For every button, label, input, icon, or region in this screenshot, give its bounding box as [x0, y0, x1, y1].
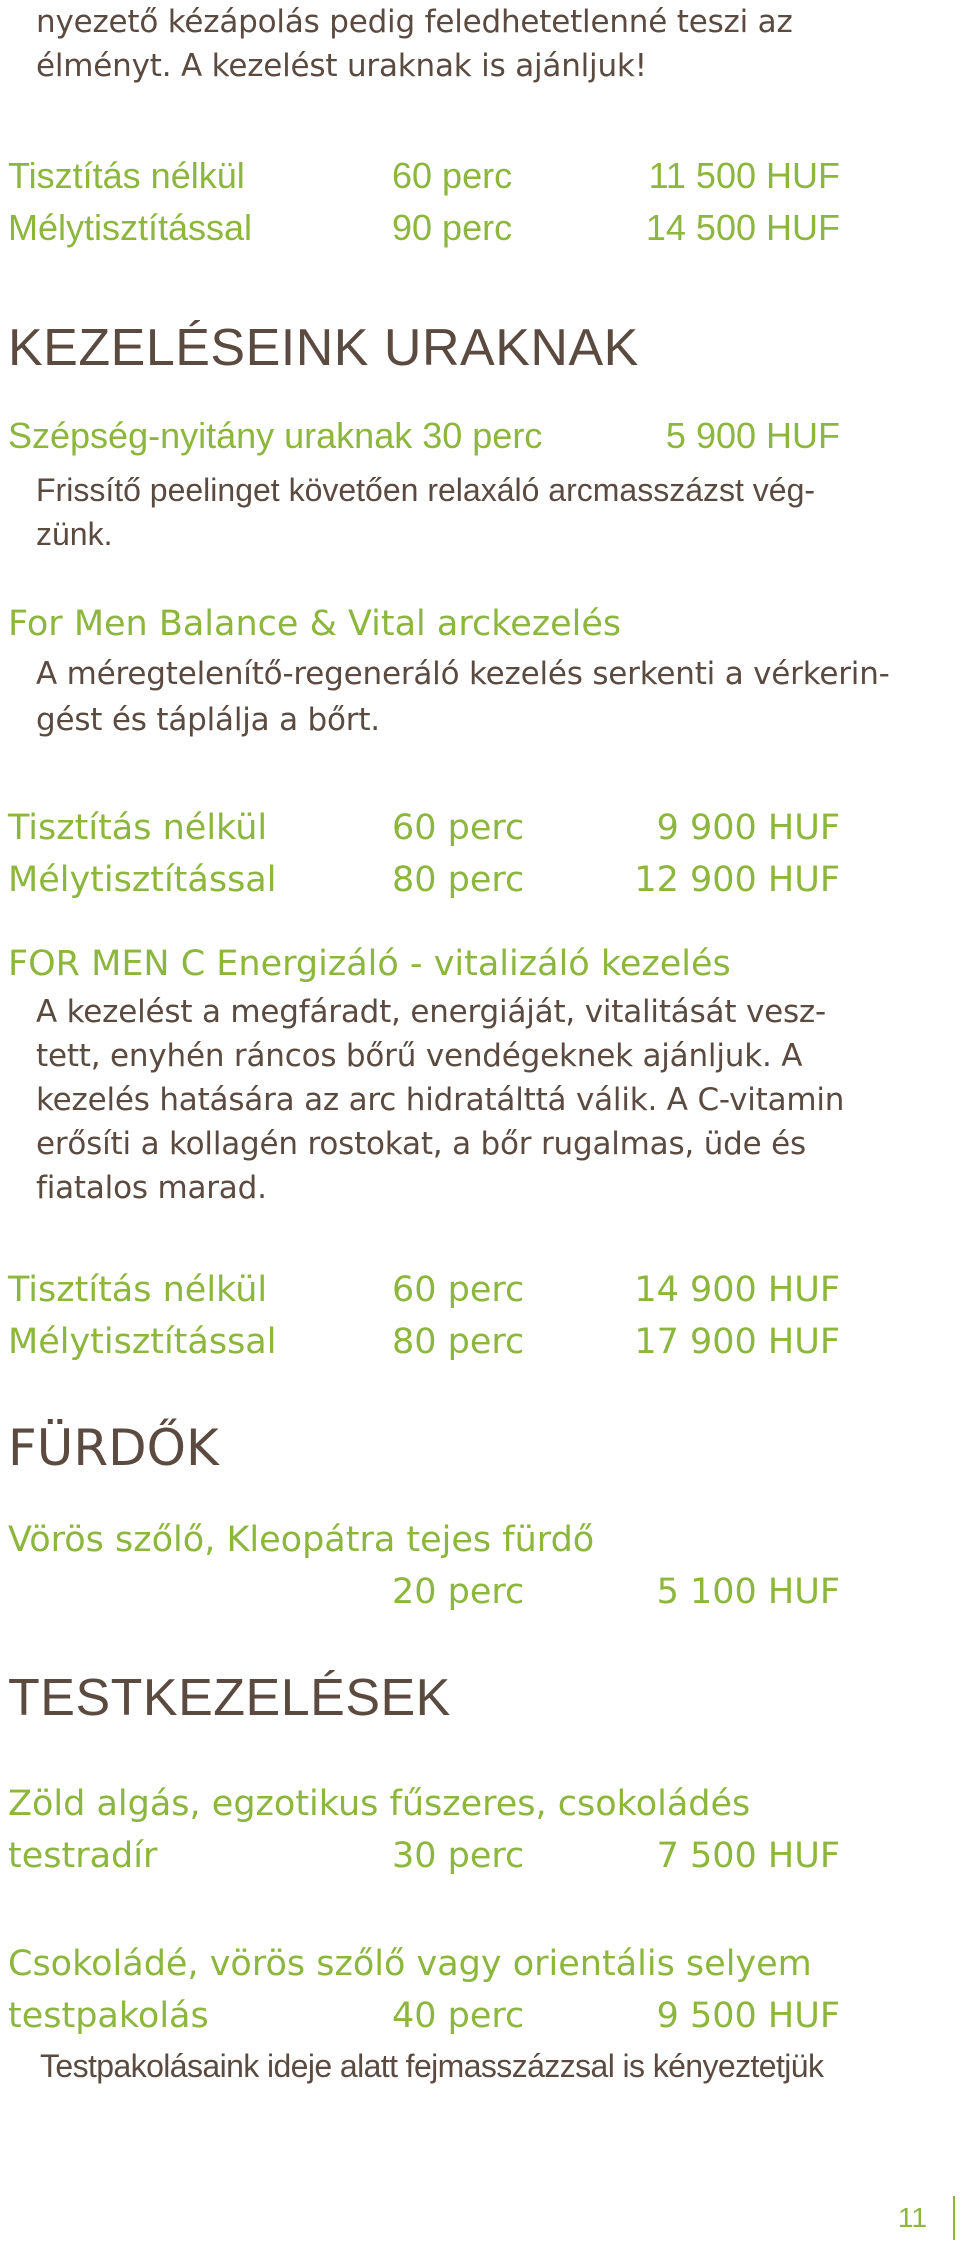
price-row: [8, 802, 840, 854]
price-row: [8, 1990, 840, 2042]
price-row: [8, 1830, 840, 1882]
price-duration: 80 perc: [392, 860, 525, 900]
treatment-desc: A méregtelenítő-regeneráló kezelés serkenti a vérkerin-: [36, 656, 890, 692]
price-value: 14 900 HUF: [634, 1270, 840, 1310]
price-row: [8, 150, 840, 202]
treatment-desc: Frissítő peelinget követően relaxáló arcmasszázst vég-: [36, 472, 816, 508]
price-duration: 80 perc: [392, 1322, 525, 1362]
price-value: 12 900 HUF: [634, 860, 840, 900]
price-duration: 30 perc: [392, 1836, 525, 1876]
price-value: 11 500 HUF: [648, 155, 840, 196]
treatment-desc: kezelés hatására az arc hidratálttá válik. A C-vitamin: [36, 1082, 845, 1118]
treatment-name: For Men Balance & Vital arckezelés: [8, 604, 622, 644]
section-title-bath: FÜRDŐK: [8, 1419, 219, 1477]
treatment-name: Vörös szőlő, Kleopátra tejes fürdő: [8, 1520, 595, 1560]
price-value: 5 900 HUF: [665, 415, 840, 456]
treatment-heading: [8, 410, 840, 462]
price-row: [8, 1316, 840, 1368]
price-row: [8, 1264, 840, 1316]
price-value: 9 500 HUF: [656, 1996, 840, 2036]
price-duration: 60 perc: [392, 808, 525, 848]
treatment-name: testradír: [8, 1836, 158, 1876]
price-row: [8, 202, 840, 254]
price-duration: 60 perc: [392, 1270, 525, 1310]
price-value: 9 900 HUF: [656, 808, 840, 848]
price-label: Mélytisztítással: [8, 207, 253, 248]
price-label: Mélytisztítással: [8, 860, 277, 900]
price-row: [8, 854, 840, 906]
treatment-note: Testpakolásaink ideje alatt fejmasszázzsal is kényeztetjük: [40, 2048, 824, 2084]
page-number-rule: [953, 2196, 955, 2240]
price-row: [8, 1566, 840, 1618]
price-label: Tisztítás nélkül: [8, 808, 268, 848]
treatment-name: Zöld algás, egzotikus fűszeres, csokoládés: [8, 1784, 751, 1824]
intro-line-1: nyezető kézápolás pedig feledhetetlenné teszi az: [36, 4, 793, 40]
treatment-name: Szépség-nyitány uraknak 30 perc: [8, 415, 543, 456]
intro-line-2: élményt. A kezelést uraknak is ajánljuk!: [36, 48, 647, 84]
price-value: 14 500 HUF: [645, 207, 840, 248]
treatment-name: testpakolás: [8, 1996, 209, 2036]
section-title-men: KEZELÉSEINK URAKNAK: [8, 319, 639, 377]
price-label: Tisztítás nélkül: [8, 155, 245, 196]
treatment-desc: tett, enyhén ráncos bőrű vendégeknek ajánljuk. A: [36, 1038, 803, 1074]
page-number: 11: [898, 2202, 928, 2233]
price-duration: 60 perc: [392, 155, 513, 196]
treatment-desc: fiatalos marad.: [36, 1170, 267, 1206]
price-duration: 90 perc: [392, 207, 513, 248]
price-duration: 20 perc: [392, 1572, 525, 1612]
price-label: Mélytisztítással: [8, 1322, 277, 1362]
treatment-desc: zünk.: [36, 516, 113, 552]
treatment-desc: erősíti a kollagén rostokat, a bőr rugalmas, üde és: [36, 1126, 806, 1162]
treatment-name: Csokoládé, vörös szőlő vagy orientális selyem: [8, 1944, 812, 1984]
section-title-body: TESTKEZELÉSEK: [8, 1669, 451, 1727]
treatment-name: FOR MEN C Energizáló - vitalizáló kezelés: [8, 944, 731, 984]
treatment-desc: A kezelést a megfáradt, energiáját, vitalitását vesz-: [36, 994, 826, 1030]
price-value: 5 100 HUF: [656, 1572, 840, 1612]
price-value: 17 900 HUF: [634, 1322, 840, 1362]
price-label: Tisztítás nélkül: [8, 1270, 268, 1310]
price-value: 7 500 HUF: [656, 1836, 840, 1876]
treatment-desc: gést és táplálja a bőrt.: [36, 702, 380, 738]
price-duration: 40 perc: [392, 1996, 525, 2036]
